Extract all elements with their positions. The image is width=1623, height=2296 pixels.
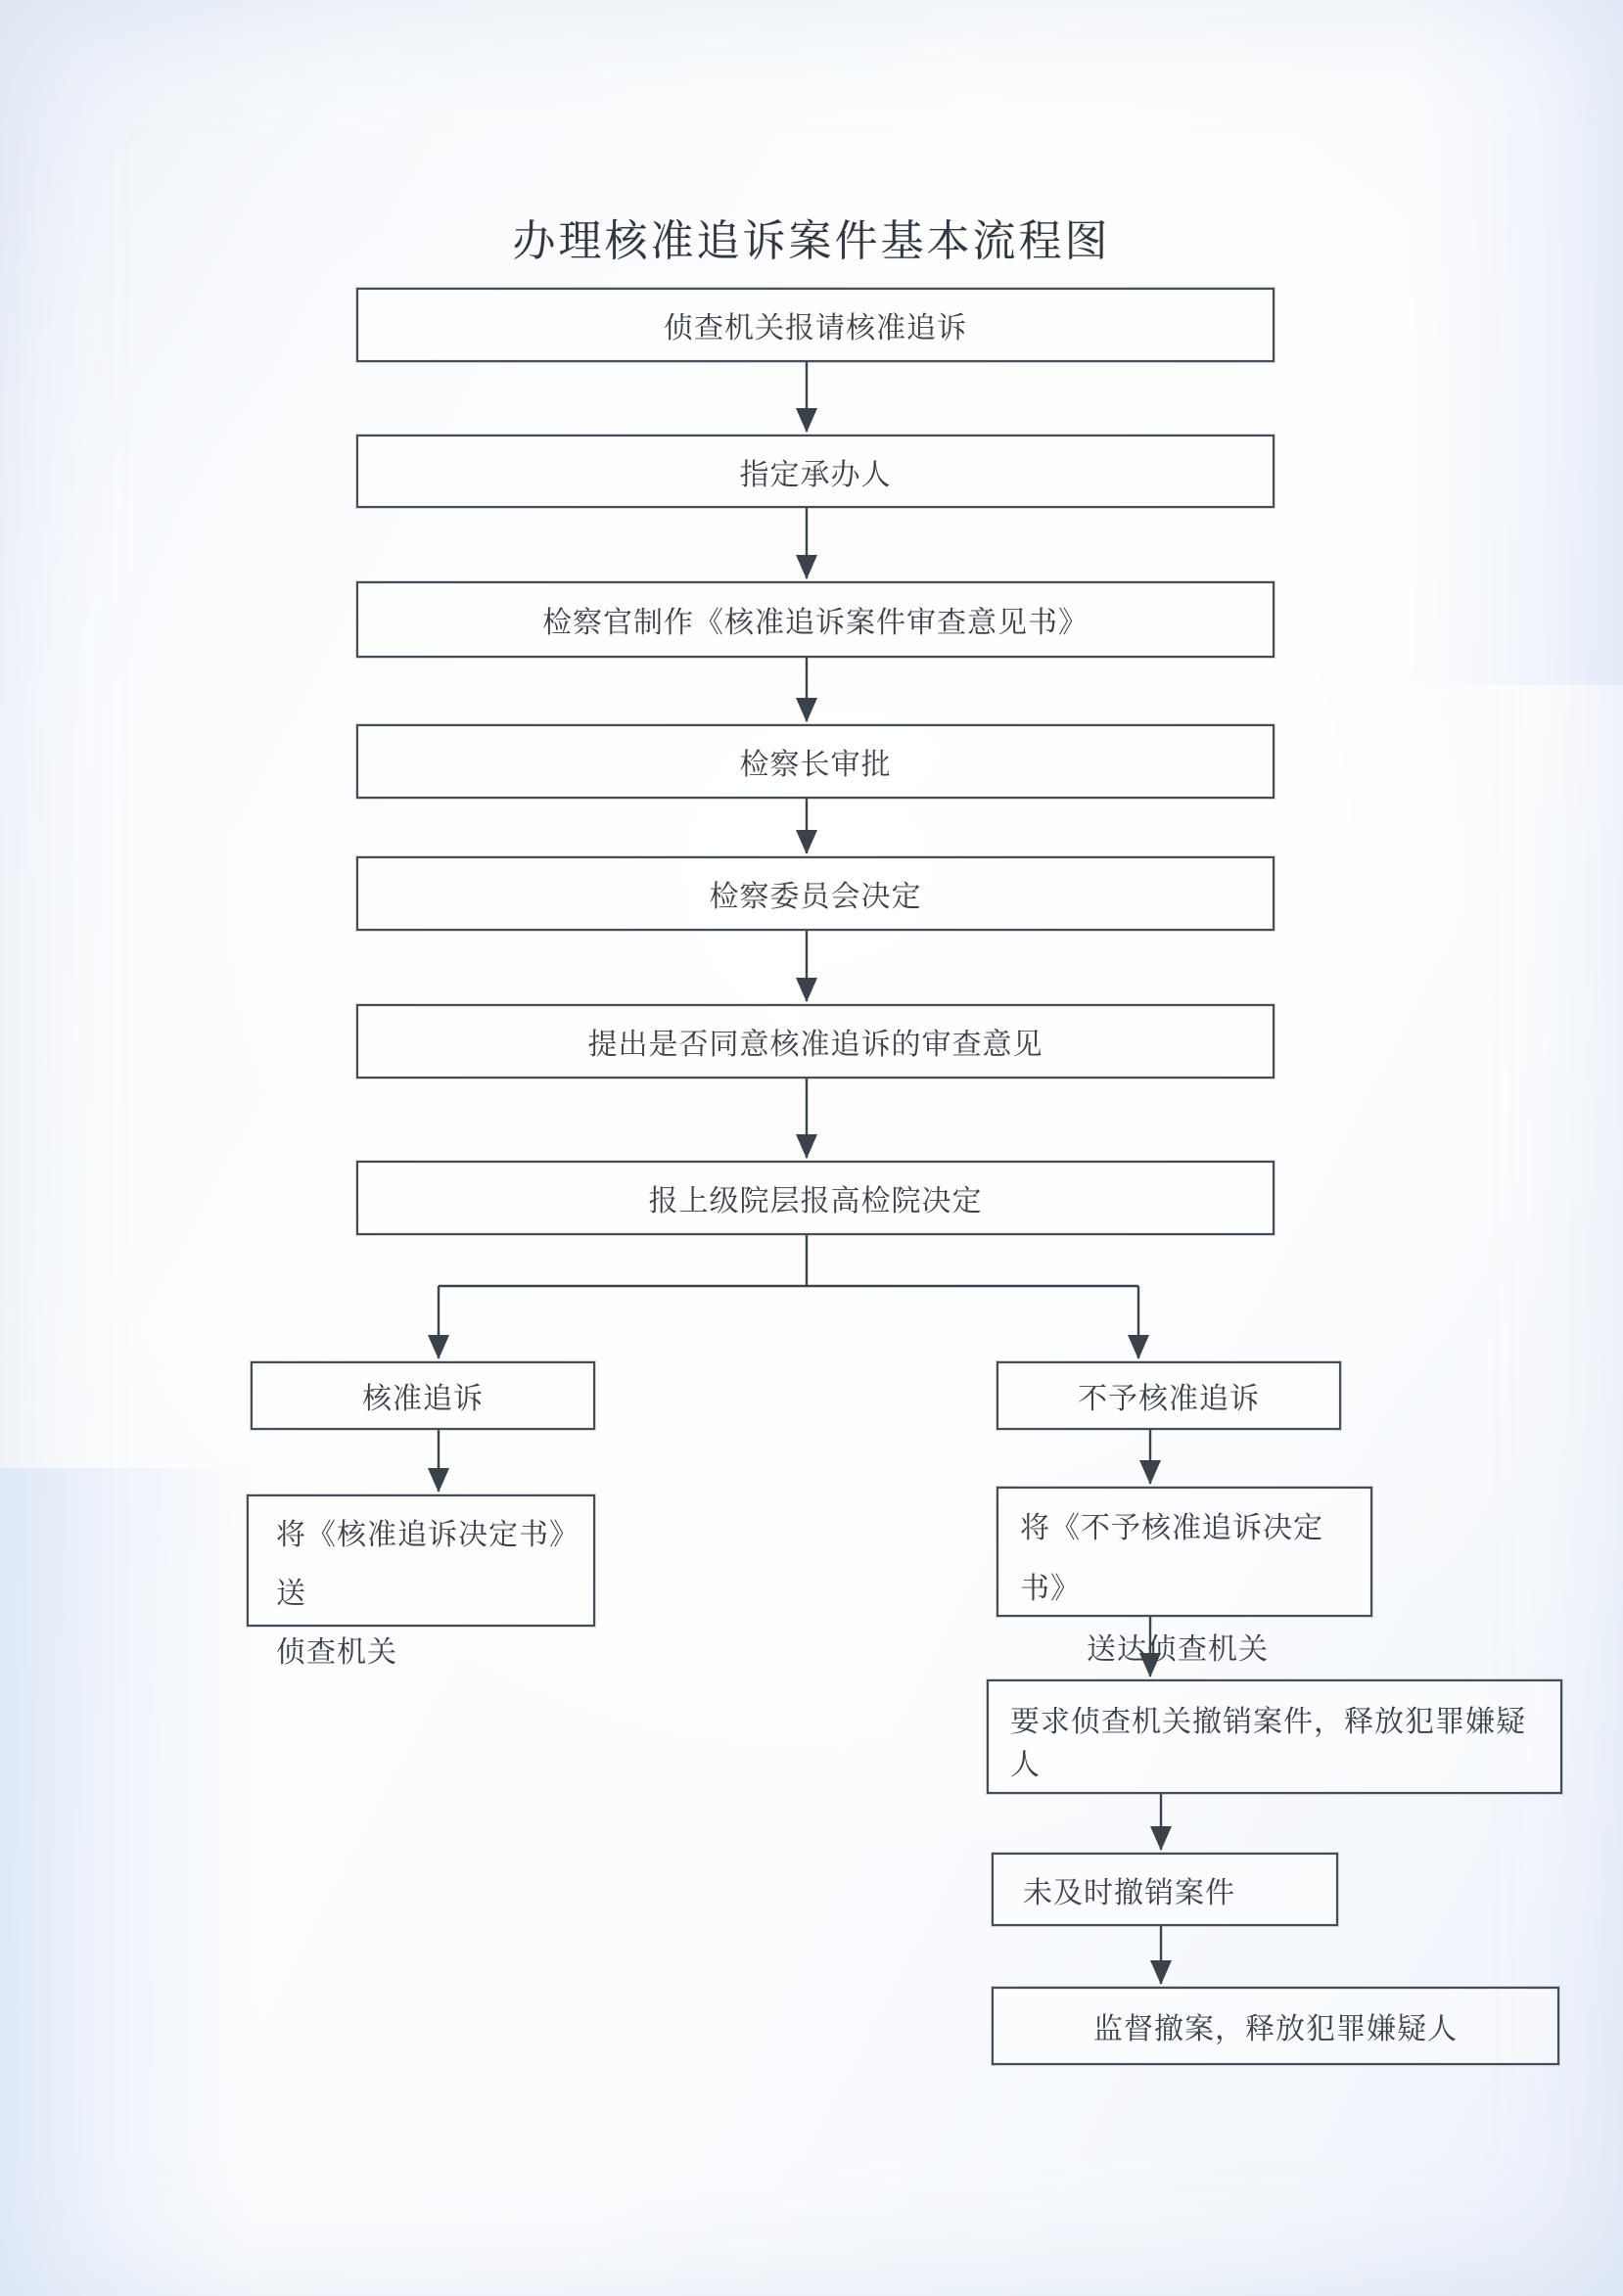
flow-node-label: 监督撤案，释放犯罪嫌疑人 bbox=[1093, 2013, 1458, 2045]
flow-node-report-request bbox=[356, 288, 1275, 362]
flow-node-label: 不予核准追诉 bbox=[1078, 1383, 1260, 1415]
flow-node-reject-prosecution bbox=[997, 1361, 1341, 1430]
flow-node-send-approve-decision bbox=[247, 1494, 595, 1669]
flow-node-label: 检察官制作《核准追诉案件审查意见书》 bbox=[542, 607, 1089, 639]
flow-node-assign-handler bbox=[356, 435, 1275, 508]
flow-node-label-line1: 将《核准追诉决定书》送 bbox=[276, 1519, 580, 1610]
flow-node-approve-prosecution bbox=[251, 1361, 595, 1430]
flow-node-report-higher-court bbox=[356, 1161, 1275, 1235]
flow-node-review-opinion bbox=[356, 1004, 1275, 1079]
flow-node-case-not-withdrawn bbox=[992, 1853, 1338, 1926]
flow-node-label: 提出是否同意核准追诉的审查意见 bbox=[587, 1029, 1043, 1061]
page-title: 办理核准追诉案件基本流程图 bbox=[512, 217, 1111, 265]
flow-node-demand-withdraw-case bbox=[987, 1679, 1562, 1794]
flow-node-label: 核准追诉 bbox=[362, 1383, 484, 1415]
flow-node-label: 侦查机关报请核准追诉 bbox=[664, 312, 967, 344]
flow-node-label: 检察长审批 bbox=[739, 749, 892, 781]
flow-node-label: 指定承办人 bbox=[739, 458, 892, 491]
flow-node-send-reject-decision bbox=[997, 1487, 1372, 1666]
flow-node-label-line1: 将《不予核准追诉决定书》 bbox=[1020, 1512, 1323, 1605]
flow-node-supervise-withdrawal bbox=[992, 1987, 1559, 2065]
flow-node-label-line2: 送达侦查机关 bbox=[1087, 1633, 1269, 1666]
flow-node-committee-decision bbox=[356, 856, 1275, 931]
flow-node-draft-opinion bbox=[356, 581, 1275, 658]
flow-node-label: 要求侦查机关撤销案件，释放犯罪嫌疑人 bbox=[1010, 1706, 1526, 1781]
flow-node-label: 报上级院层报高检院决定 bbox=[648, 1185, 983, 1217]
flow-node-label: 检察委员会决定 bbox=[709, 881, 922, 913]
flow-node-label-line2: 侦查机关 bbox=[276, 1636, 397, 1669]
flow-node-label: 未及时撤销案件 bbox=[1023, 1876, 1235, 1909]
flow-node-chief-approval bbox=[356, 724, 1275, 799]
